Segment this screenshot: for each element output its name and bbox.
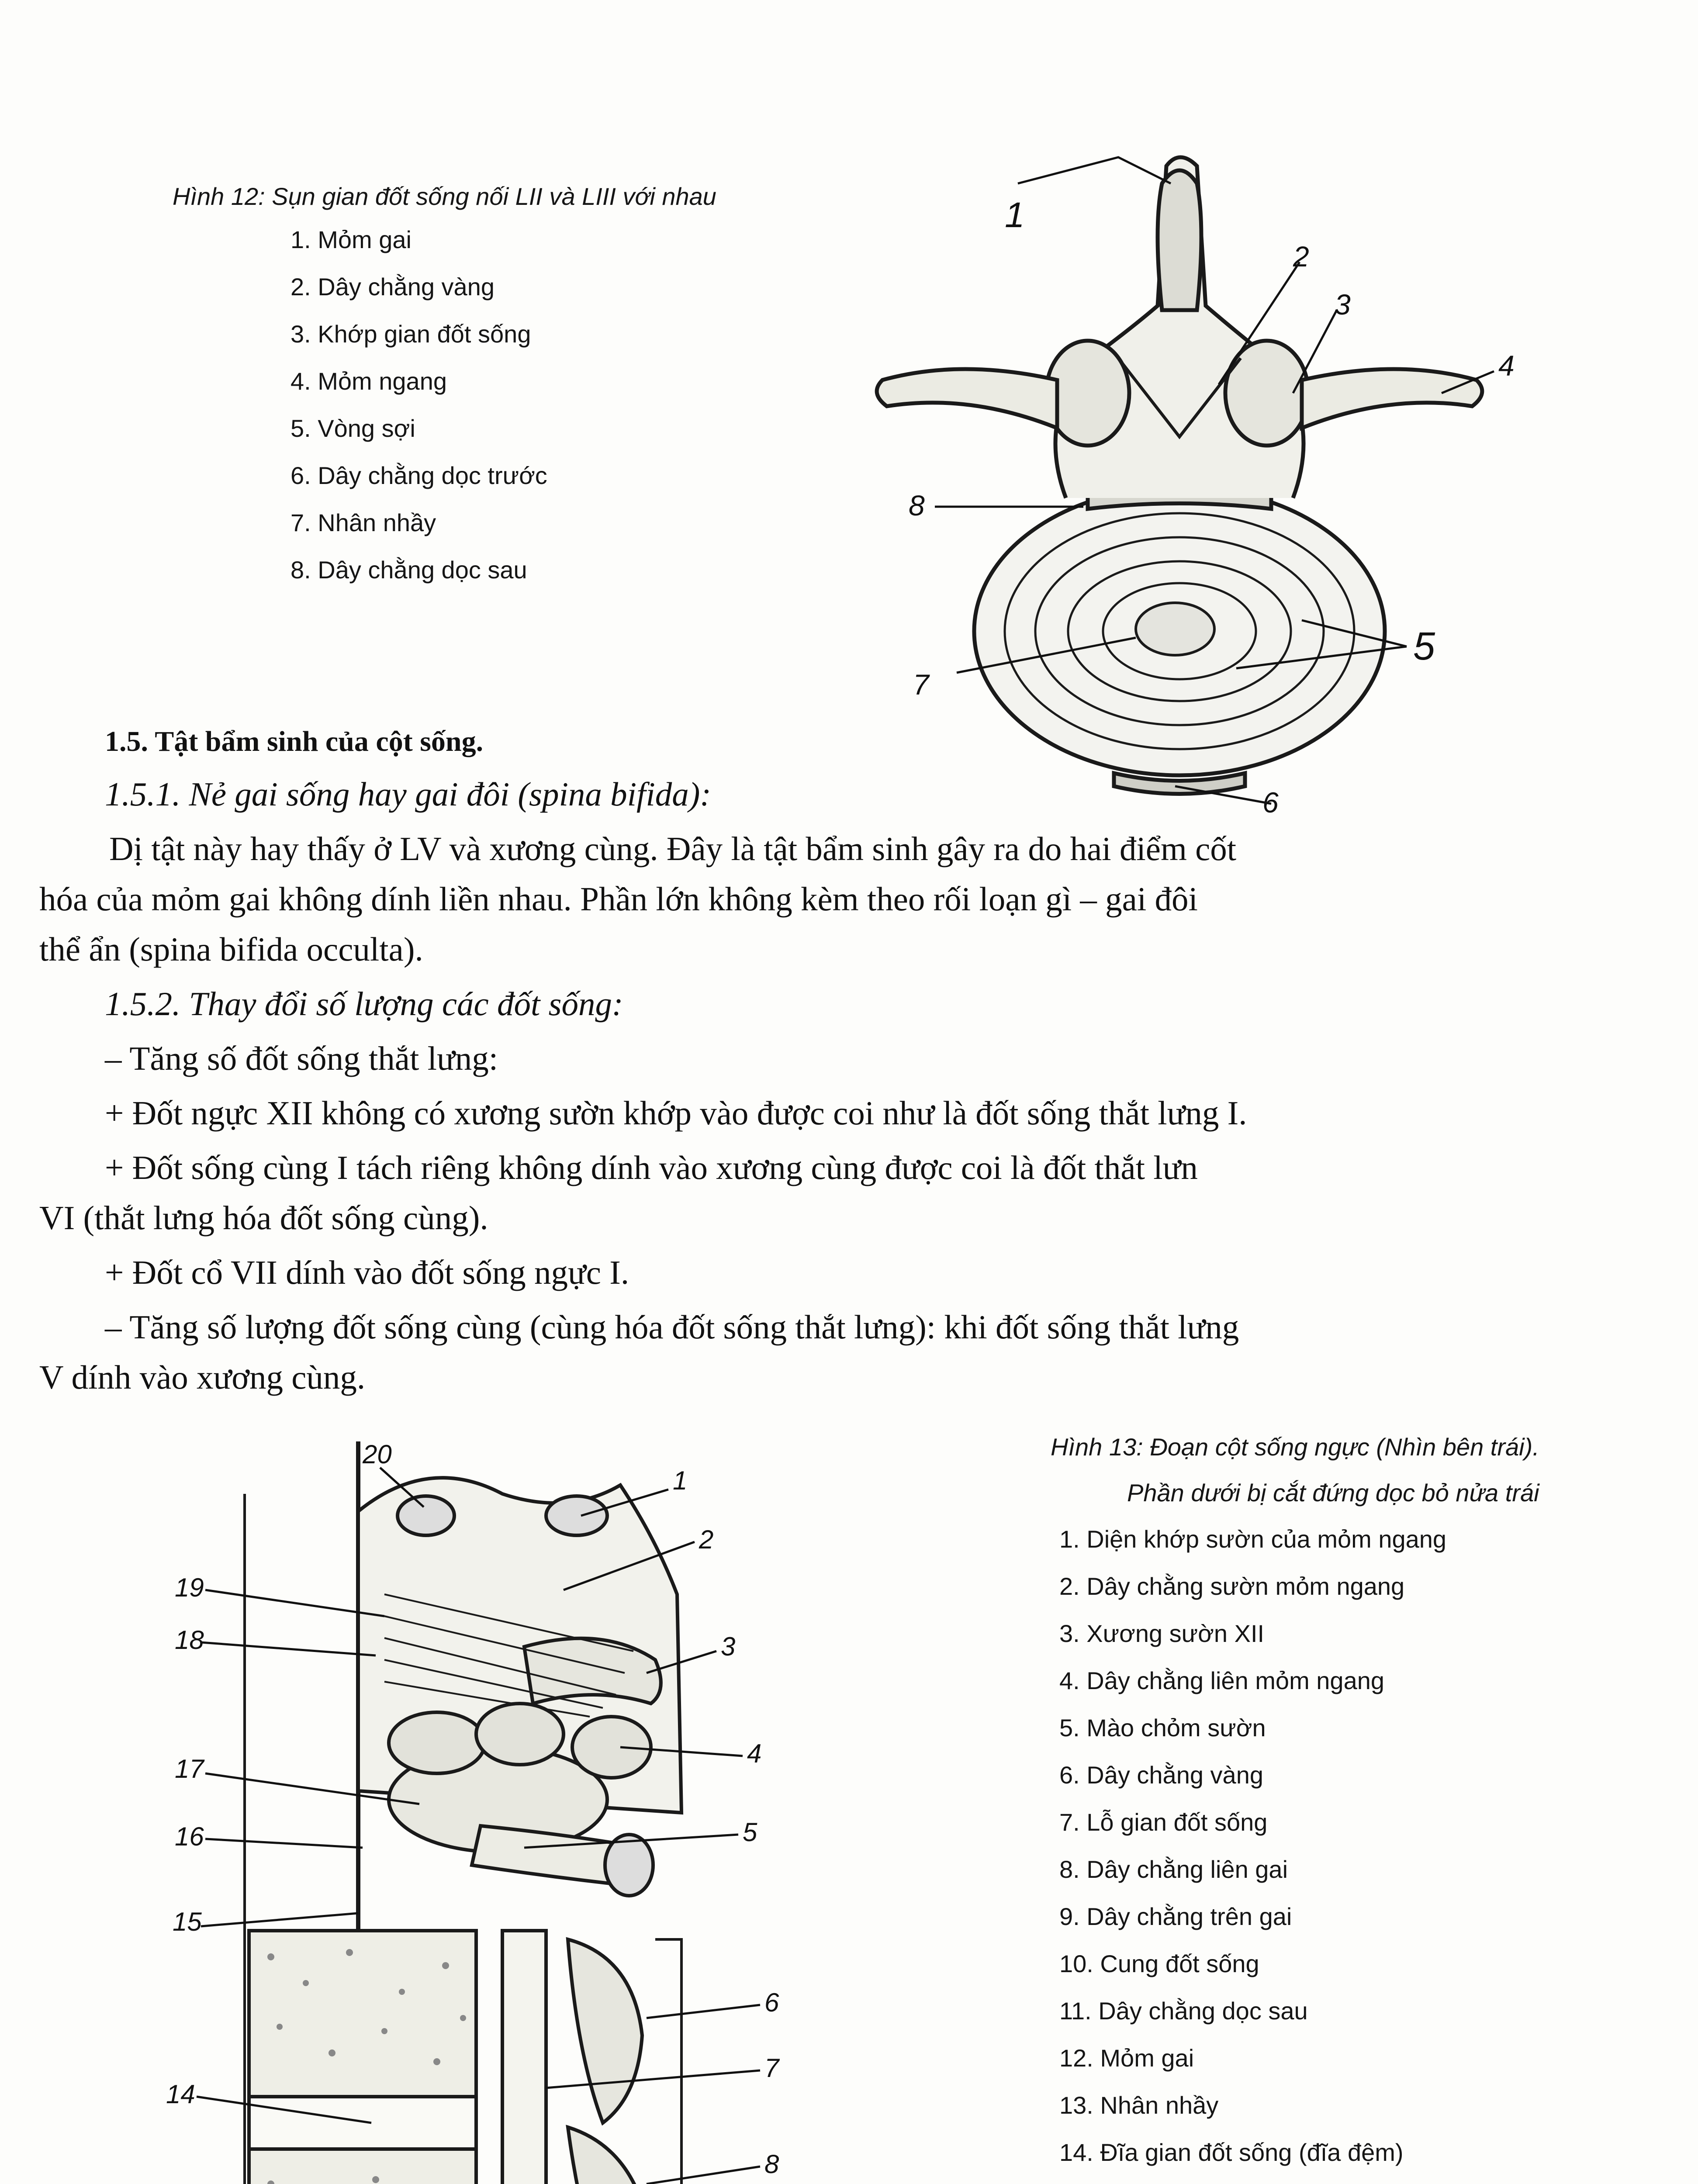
legend-item: 6. Dây chằng vàng xyxy=(1059,1761,1263,1789)
paragraph-line: + Đốt cổ VII dính vào đốt sống ngực I. xyxy=(105,1254,629,1291)
figure-12-label: 8 xyxy=(909,489,925,522)
figure-12-label: 3 xyxy=(1335,288,1351,321)
articular-facet xyxy=(546,1496,607,1535)
legend-item: 7. Nhân nhầy xyxy=(290,509,436,536)
vertebral-arch-section xyxy=(502,1931,546,2184)
legend-item: 7. Lỗ gian đốt sống xyxy=(1059,1808,1268,1836)
paragraph-line: – Tăng số lượng đốt sống cùng (cùng hóa đốt sống thắt lưng): khi đốt sống thắt lưng xyxy=(105,1308,1239,1346)
figure-13-label: 16 xyxy=(175,1822,204,1851)
figure-13-caption xyxy=(1051,1424,1618,2184)
legend-item: 5. Mào chỏm sườn xyxy=(1059,1714,1266,1742)
figure-13-label: 8 xyxy=(764,2149,779,2179)
vertebral-body-upper xyxy=(249,1931,476,2097)
figure-13-label: 4 xyxy=(747,1739,762,1768)
legend-item: 3. Xương sườn XII xyxy=(1059,1620,1265,1647)
figure-13-title xyxy=(1051,1424,1618,1516)
spinous-process-upper xyxy=(568,1939,642,2123)
legend-item: 3. Khớp gian đốt sống xyxy=(290,320,531,348)
figure-12-title-text: Sụn gian đốt sống nối LII và LIII với nhau xyxy=(272,183,716,210)
figure-12-label: 4 xyxy=(1498,349,1515,382)
paragraph-line: + Đốt ngực XII không có xương sườn khớp vào được coi như là đốt sống thắt lưng I. xyxy=(105,1094,1247,1132)
paragraph-line: thể ẩn (spina bifida occulta). xyxy=(39,930,423,968)
figure-12-label: 1 xyxy=(1005,195,1025,235)
legend-item: 10. Cung đốt sống xyxy=(1059,1950,1259,1977)
figure-13-label: 14 xyxy=(166,2080,195,2109)
legend-item: 8. Dây chằng liên gai xyxy=(1059,1856,1288,1883)
figure-12-prefix: Hình 12: xyxy=(173,183,265,210)
paragraph-line: hóa của mỏm gai không dính liền nhau. Phần lớn không kèm theo rối loạn gì – gai đôi xyxy=(39,880,1198,918)
section-heading: 1.5. Tật bẩm sinh của cột sống. xyxy=(105,726,484,757)
paragraph-line: – Tăng số đốt sống thắt lưng: xyxy=(105,1040,498,1077)
rib-costal-facet xyxy=(398,1496,454,1535)
figure-13-label: 5 xyxy=(743,1818,757,1847)
legend-item: 13. Nhân nhầy xyxy=(1059,2091,1219,2119)
vertebral-body-middle xyxy=(249,2149,476,2184)
figure-13-label: 17 xyxy=(175,1754,204,1783)
legend-item: 2. Dây chằng vàng xyxy=(290,273,495,301)
figure-13-legend xyxy=(1059,1516,1618,2184)
figure-13-label: 3 xyxy=(721,1632,736,1661)
figure-13-title-text: Đoạn cột sống ngực (Nhìn bên trái). xyxy=(1150,1433,1539,1461)
legend-item: 11. Dây chằng dọc sau xyxy=(1059,1997,1308,2025)
paragraph-line: V dính vào xương cùng. xyxy=(39,1358,366,1396)
figure-13-label: 2 xyxy=(699,1525,714,1554)
subsection-2-title: 1.5.2. Thay đổi số lượng các đốt sống: xyxy=(105,985,623,1023)
legend-item: 4. Dây chằng liên mỏm ngang xyxy=(1059,1667,1384,1694)
figure-13-label: 18 xyxy=(175,1625,204,1655)
subsection-1-title: 1.5.1. Nẻ gai sống hay gai đôi (spina bifida): xyxy=(105,775,712,813)
figure-13-label: 7 xyxy=(764,2053,779,2083)
figure-13-subtitle: Phần dưới bị cắt đứng dọc bỏ nửa trái xyxy=(1127,1479,1539,1507)
figure-13-label: 6 xyxy=(764,1988,779,2017)
legend-item: 6. Dây chằng dọc trước xyxy=(290,462,547,489)
legend-item: 14. Đĩa gian đốt sống (đĩa đệm) xyxy=(1059,2139,1404,2166)
figure-13-label: 1 xyxy=(673,1466,688,1495)
spinous-process-middle xyxy=(568,2127,651,2184)
legend-item: 4. Mỏm ngang xyxy=(290,367,447,395)
legend-item: 9. Dây chằng trên gai xyxy=(1059,1903,1292,1930)
figure-12-label: 7 xyxy=(913,668,929,701)
legend-item: 1. Mỏm gai xyxy=(290,226,412,253)
figure-13-label: 19 xyxy=(175,1573,204,1602)
figure-13-label: 20 xyxy=(363,1440,392,1469)
figure-13-label: 15 xyxy=(173,1907,202,1936)
paragraph-line: Dị tật này hay thấy ở LV và xương cùng. Đây là tật bẩm sinh gây ra do hai điểm cốt xyxy=(109,830,1237,867)
legend-item: 5. Vòng sợi xyxy=(290,415,415,442)
legend-item: 2. Dây chằng sườn mỏm ngang xyxy=(1059,1572,1405,1600)
figure-12-label: 2 xyxy=(1293,240,1309,273)
paragraph-line: VI (thắt lưng hóa đốt sống cùng). xyxy=(39,1199,488,1237)
paragraph-line: + Đốt sống cùng I tách riêng không dính vào xương cùng được coi là đốt thắt lưn xyxy=(105,1149,1198,1186)
legend-item xyxy=(1059,2176,1618,2184)
figure-13-prefix: Hình 13: xyxy=(1051,1433,1143,1461)
legend-item: 1. Diện khớp sườn của mỏm ngang xyxy=(1059,1525,1447,1553)
legend-item: 8. Dây chằng dọc sau xyxy=(290,556,527,584)
legend-item: 12. Mỏm gai xyxy=(1059,2044,1194,2072)
figure-12-label: 6 xyxy=(1262,786,1279,819)
figure-12-label: 5 xyxy=(1413,625,1435,668)
intervertebral-disc-upper xyxy=(249,2097,476,2149)
